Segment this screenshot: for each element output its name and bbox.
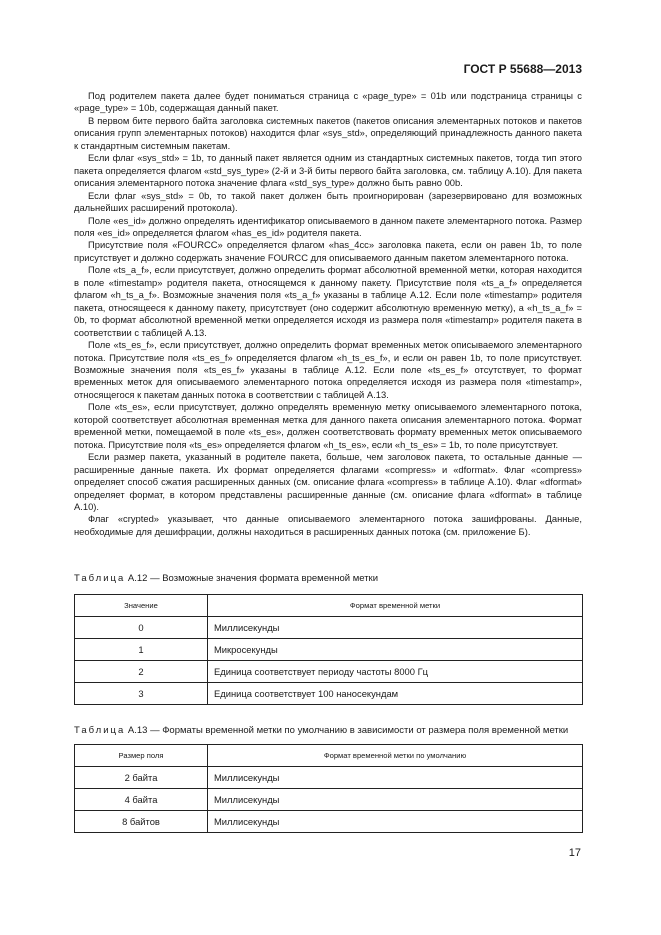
caption-label: Таблица xyxy=(74,725,126,736)
paragraph: Под родителем пакета далее будет пониматься страница с «page_type» = 01b или подстраница страницы с «page_type» = 10b, содержащая данный пакет. xyxy=(74,90,582,114)
caption-text: А.13 — Форматы временной метки по умолчанию в зависимости от размера поля временной метки xyxy=(127,725,569,736)
column-header: Формат временной метки xyxy=(208,595,583,617)
caption-label: Таблица xyxy=(74,573,126,584)
page-number: 17 xyxy=(568,847,581,859)
table-cell: Миллисекунды xyxy=(208,811,583,833)
table-row xyxy=(75,789,583,811)
paragraph: Если размер пакета, указанный в родителе пакета, больше, чем заголовок пакета, то остальные данные — расширенные данные пакета. Их формат определяется флагами «compress» и «dformat». Флаг «compress» определяет способ сжатия расширенных данных (см. описание флага «compress» в таблице А.10). Флаг «dformat» определяет формат, в котором представлены расширенные данные (см. описание флага «dformat» в таблице А.10). xyxy=(74,451,582,512)
column-header: Значение xyxy=(75,595,208,617)
table-row xyxy=(75,639,583,661)
table-cell: 0 xyxy=(75,617,208,639)
table-cell: 1 xyxy=(75,639,208,661)
caption-text: А.12 — Возможные значения формата временной метки xyxy=(127,573,379,584)
table-cell: Миллисекунды xyxy=(208,767,583,789)
table-a12 xyxy=(74,594,583,705)
paragraph: Поле «ts_es», если присутствует, должно определять временную метку описываемого элементарного потока, которой соответствует абсолютная временная метка для данного пакета описания элементарного потока. Формат временной метки, помещаемой в поле «ts_es», должен соответствовать формату временных меток описываемого потока. Присутствие поля «ts_es» определяется флагом «h_ts_es», если «h_ts_es» = 1b, то поле присутствует. xyxy=(74,401,582,450)
paragraph: Поле «ts_es_f», если присутствует, должно определить формат временных меток описываемого элементарного потока. Присутствие поля «ts_es_f» определяется флагом «h_ts_es_f», и если он равен 1b, то поле присутствует. Возможные значения поля «ts_es_f» указаны в таблице А.12. Если поле «ts_es_f» отсутствует, то формат временных меток для описываемого элементарного потока определяется исходя из размера поля «timestamp», относящегося к пакетам данных потока в соответствии с таблицей А.13. xyxy=(74,339,582,400)
table-cell: Микросекунды xyxy=(208,639,583,661)
paragraph: Присутствие поля «FOURCC» определяется флагом «has_4cc» заголовка пакета, если он равен 1b, то поле присутствует и должно содержать значение FOURCC для описываемого данным пакетом элементарного потока. xyxy=(74,239,582,263)
table-row xyxy=(75,767,583,789)
table-a13-caption xyxy=(74,725,568,736)
table-cell: Единица соответствует 100 наносекундам xyxy=(208,683,583,705)
table-row xyxy=(75,811,583,833)
paragraph: Поле «es_id» должно определять идентификатор описываемого в данном пакете элементарного потока. Размер поля «es_id» определяется флагом «has_es_id» родителя пакета. xyxy=(74,214,582,238)
table-a13 xyxy=(74,744,583,833)
table-cell: 4 байта xyxy=(75,789,208,811)
body-text xyxy=(74,90,582,538)
paragraph: Если флаг «sys_std» = 1b, то данный пакет является одним из стандартных системных пакетов, тогда тип этого пакета определяется флагом «std_sys_type» (2-й и 3-й биты первого байта заголовка, см. таблицу А.10). Для пакета описания элементарного потока значение флага «std_sys_type» должно быть равно 00b. xyxy=(74,152,582,189)
table-cell: 2 xyxy=(75,661,208,683)
table-row xyxy=(75,661,583,683)
document-id: ГОСТ Р 55688—2013 xyxy=(463,62,582,76)
table-header-row xyxy=(75,595,583,617)
table-row xyxy=(75,617,583,639)
paragraph: В первом бите первого байта заголовка системных пакетов (пакетов описания элементарных потоков и пакетов описания групп элементарных потоков) находится флаг «sys_std», определяющий принадлежность данного пакета к стандартным системным пакетам. xyxy=(74,114,582,151)
column-header: Размер поля xyxy=(75,745,208,767)
table-row xyxy=(75,683,583,705)
paragraph: Поле «ts_a_f», если присутствует, должно определить формат абсолютной временной метки, которая находится в поле «timestamp» родителя пакета, относящемся к данному пакету. Присутствие поля «ts_a_f» определяется флагом «h_ts_a_f». Возможные значения поля «ts_a_f» указаны в таблице А.12. Если поле «timestamp» родителя пакета, относящееся к данному пакету, присутствует (оно содержит абсолютную временную метку), а «h_ts_a_f» = 0b, то формат абсолютной временной метки определяется исходя из размера поля «timestamp» родителя пакета в соответствии с таблицей А.13. xyxy=(74,264,582,338)
paragraph: Флаг «crypted» указывает, что данные описываемого элементарного потока зашифрованы. Данные, необходимые для дешифрации, должны находиться в расширенных данных потока (см. приложение Б). xyxy=(74,513,582,537)
table-header-row xyxy=(75,745,583,767)
table-a12-caption xyxy=(74,573,378,584)
table-cell: 8 байтов xyxy=(75,811,208,833)
table-cell: Единица соответствует периоду частоты 8000 Гц xyxy=(208,661,583,683)
table-cell: 3 xyxy=(75,683,208,705)
table-cell: 2 байта xyxy=(75,767,208,789)
paragraph: Если флаг «sys_std» = 0b, то такой пакет должен быть проигнорирован (зарезервировано для возможных дальнейших расширений протокола). xyxy=(74,189,582,214)
table-cell: Миллисекунды xyxy=(208,789,583,811)
column-header: Формат временной метки по умолчанию xyxy=(208,745,583,767)
table-cell: Миллисекунды xyxy=(208,617,583,639)
